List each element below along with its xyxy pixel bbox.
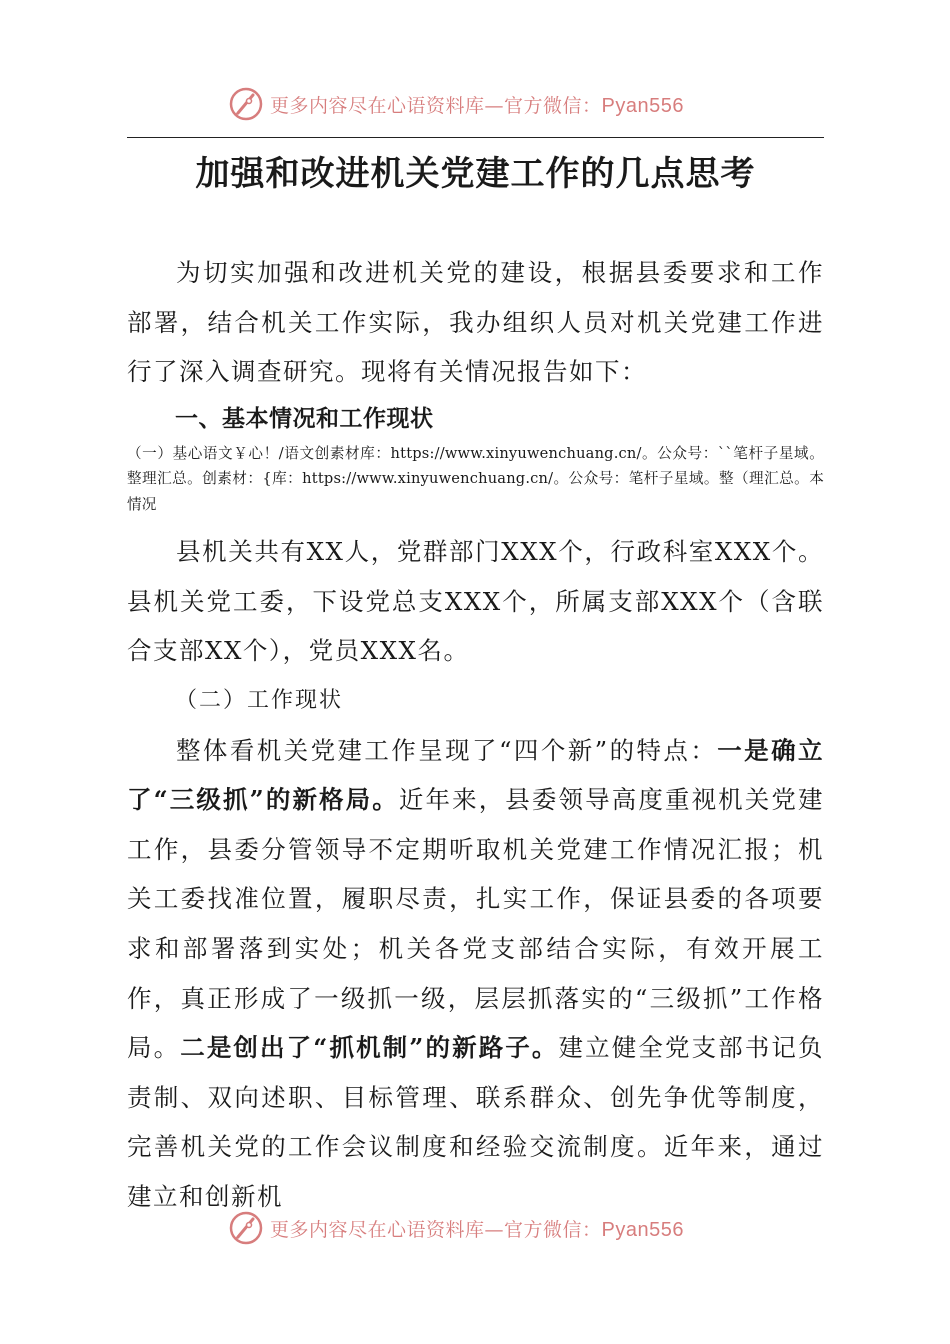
watermark-text: （一）基心语文￥心！/语文创素材库：https://www.xinyuwenchuang.cn/。公众号：``笔杆子星域。整理汇总。创素材：{库：https://www.xinyuwenchuang.cn/。公众号：笔杆子星域。整（理汇总。本情况 bbox=[127, 444, 824, 513]
banner-text: 更多内容尽在心语资料库—官方微信：Pyan556 bbox=[270, 94, 684, 117]
intro-paragraph: 为切实加强和改进机关党的建设，根据县委要求和工作部署，结合机关工作实际，我办组织人员对机关党建工作进行了深入调查研究。现将有关情况报告如下： bbox=[127, 258, 824, 387]
bold-point-2: 二是创出了“抓机制”的新路子。 bbox=[180, 1033, 559, 1063]
basic-info-paragraph: 县机关共有XX人，党群部门XXX个，行政科室XXX个。县机关党工委，下设党总支XXX个，所属支部XXX个（含联合支部XX个），党员XXX名。 bbox=[127, 537, 824, 666]
section-heading-1: 一、基本情况和工作现状 bbox=[175, 405, 434, 432]
header-banner bbox=[228, 84, 748, 124]
pen-seal-logo-icon bbox=[228, 1210, 264, 1246]
status-paragraph: 整体看机关党建工作呈现了“四个新”的特点：一是确立了“三级抓”的新格局。近年来，县委领导高度重视机关党建工作，县委分管领导不定期听取机关党建工作情况汇报；机关工委找准位置，履职尽责，扎实工作，保证县委的各项要求和部署落到实处；机关各党支部结合实际，有效开展工作，真正形成了一级抓一级，层层抓落实的“三级抓”工作格局。二是创出了“抓机制”的新路子。建立健全党支部书记负责制、双向述职、目标管理、联系群众、创先争优等制度，完善机关党的工作会议制度和经验交流制度。近年来，通过建立和创新机 bbox=[127, 735, 825, 1211]
document-title: 加强和改进机关党建工作的几点思考 bbox=[195, 154, 756, 194]
bold-point-1: 一是确立了“三级抓”的新格局。 bbox=[127, 735, 824, 815]
header-rule bbox=[127, 137, 824, 138]
sub-heading-2: （二）工作现状 bbox=[175, 688, 344, 714]
banner-text: 更多内容尽在心语资料库—官方微信：Pyan556 bbox=[270, 1218, 684, 1241]
pen-seal-logo-icon bbox=[228, 86, 264, 122]
footer-banner bbox=[228, 1208, 748, 1248]
document-body bbox=[127, 248, 824, 1222]
